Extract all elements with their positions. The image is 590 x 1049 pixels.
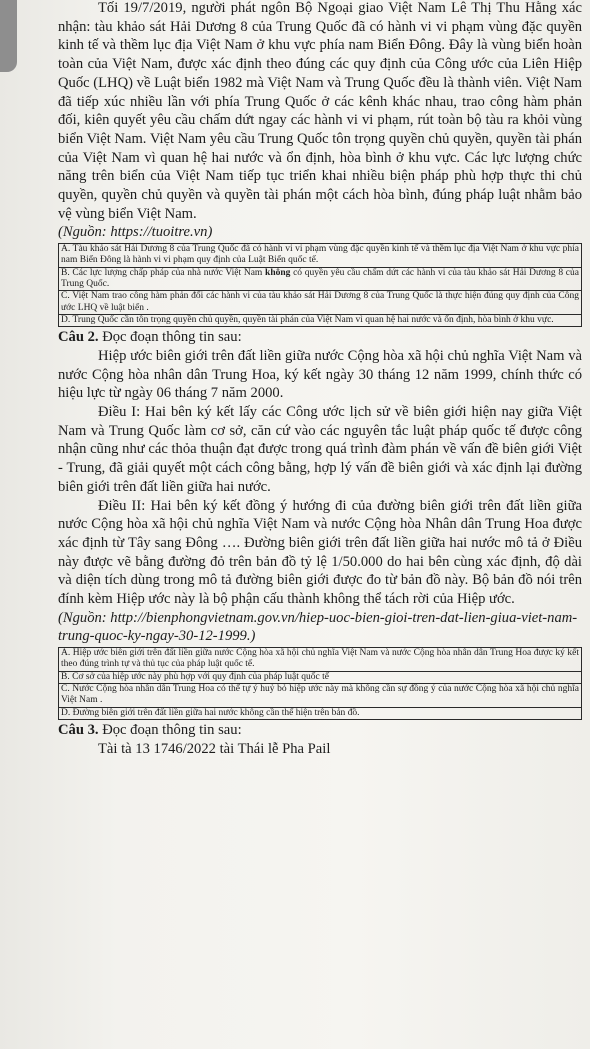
option-c: C. Nước Cộng hòa nhân dân Trung Hoa có thể tự ý huỷ bỏ hiệp ước này mà không cần sự đồng ý của nước Cộng hòa xã hội chủ nghĩa Việt Nam . [59,684,582,708]
option-a: A. Hiệp ước biên giới trên đất liền giữa nước Cộng hòa xã hội chủ nghĩa Việt Nam và nước Cộng hòa nhân dân Trung Hoa được ký kết theo đúng trình tự và thủ tục của pháp luật quốc tế. [59,648,582,672]
table-row [59,314,582,326]
table-row [59,648,582,672]
option-b-text-start: B. Các lực lượng chấp pháp của nhà nước Việt Nam [61,267,266,278]
source-label: (Nguồn: [58,224,107,241]
side-tab-handle[interactable] [0,0,17,72]
option-b-bold-word: không [265,267,291,278]
option-b: B. Cơ sở của hiệp ước này phù hợp với quy định của pháp luật quốc tế [59,671,582,683]
table-row [59,244,582,268]
passage-1-source [58,223,582,242]
question-2-options-table [58,647,582,720]
option-d: D. Đường biên giới trên đất liền giữa hai nước không cần thể hiện trên bản đồ. [59,707,582,719]
question-3-instruction: Đọc đoạn thông tin sau: [98,721,242,738]
option-c: C. Việt Nam trao công hàm phản đối các hành vi của tàu khảo sát Hải Dương 8 của Trung Quốc là thực hiện đúng quy định của Công ước LHQ về luật biển . [59,291,582,315]
question-2-paragraph-3: Điều II: Hai bên ký kết đồng ý hướng đi của đường biên giới trên đất liền giữa nước Cộng hòa xã hội chủ nghĩa Việt Nam và nước Cộng hòa Nhân dân Trung Hoa được xác định từ Tây sang Đông …. Đường biên giới trên đất liền giữa hai nước mô tả ở Điều này được vẽ bằng đường đỏ trên bản đồ tỷ lệ 1/50.000 do hai bên cùng xác định, độ dài và diện tích dùng trong mô tả đường biên giới được đo từ bản đồ này. Bộ bản đồ nói trên đính kèm Hiệp ước này là bộ phận cấu thành không thể tách rời của Hiệp ước. [58,497,582,608]
table-row [59,267,582,291]
source-url: https://tuoitre.vn) [110,224,213,241]
option-b [59,267,582,291]
question-2-source: (Nguồn: http://bienphongvietnam.gov.vn/hiep-uoc-bien-gioi-tren-dat-lien-giua-viet-nam-trung-quoc-ky-ngay-30-12-1999.) [58,609,578,645]
question-2-instruction: Đọc đoạn thông tin sau: [98,329,242,346]
passage-1-text: Tối 19/7/2019, người phát ngôn Bộ Ngoại giao Việt Nam Lê Thị Thu Hằng xác nhận: tàu khảo sát Hải Dương 8 của Trung Quốc đã có hành vi vi phạm vùng đặc quyền kinh tế và thềm lục địa Việt Nam ở khu vực phía nam Biển Đông. Đây là vùng biển hoàn toàn của Việt Nam, được xác định theo đúng các quy định của Công ước của Liên Hiệp Quốc (LHQ) về Luật biển 1982 mà Việt Nam và Trung Quốc đều là thành viên. Việt Nam đã tiếp xúc nhiều lần với phía Trung Quốc ở các kênh khác nhau, trao công hàm phản đối, kiên quyết yêu cầu chấm dứt ngay các hành vi vi phạm, rút toàn bộ tàu ra khỏi vùng biển Việt Nam. Việt Nam yêu cầu Trung Quốc tôn trọng quyền chủ quyền, quyền tài phán của Việt Nam vì quan hệ hai nước và ổn định, hòa bình ở khu vực. Các lực lượng chức năng trên biển của Việt Nam tiếp tục triển khai nhiều biện pháp phù hợp thực thi chủ quyền, quyền chủ quyền và quyền tài phán một cách hòa bình, đúng pháp luật nhằm bảo vệ vùng biển Việt Nam. [58,0,582,222]
option-b-text-end: có quyền yêu cầu chấm dứt các hành vi của tàu khảo sát Hải Dương 8 của Trung Quốc. [61,267,579,290]
question-3-heading [58,721,582,740]
table-row [59,684,582,708]
table-row [59,671,582,683]
question-1-options-table [58,243,582,327]
table-row [59,291,582,315]
question-2-label: Câu 2. [58,329,99,346]
question-2-paragraph-1: Hiệp ước biên giới trên đất liền giữa nước Cộng hòa xã hội chủ nghĩa Việt Nam và nước Cộng hòa nhân dân Trung Hoa, ký kết ngày 30 tháng 12 năm 1999, chính thức có hiệu lực từ ngày 06 tháng 7 năm 2000. [58,347,582,402]
question-3-cut-off-line: Tài tà 13 1746/2022 tài Thái lễ Pha Pail [98,740,331,757]
question-3-label: Câu 3. [58,721,99,738]
option-d: D. Trung Quốc cần tôn trọng quyền chủ quyền, quyền tài phán của Việt Nam vì quan hệ hai nước và ổn định, hòa bình ở khu vực. [59,314,582,326]
question-2-heading [58,328,582,347]
option-a: A. Tàu khảo sát Hải Dương 8 của Trung Quốc đã có hành vi vi phạm vùng đặc quyền kinh tế và thềm lục địa Việt Nam ở khu vực phía nam Biển Đông là hành vi vi phạm quy định của Luật Biển quốc tế. [59,244,582,268]
table-row [59,707,582,719]
document-content [58,0,582,757]
question-2-paragraph-2: Điều I: Hai bên ký kết lấy các Công ước lịch sử về biên giới hiện nay giữa Việt Nam và Trung Quốc làm cơ sở, căn cứ vào các nguyên tắc luật pháp quốc tế được công nhận cũng như các thỏa thuận đạt được trong quá trình đàm phán về vấn đề biên giới Việt - Trung, đã giải quyết một cách công bằng, hợp lý vấn đề biên giới và xác định lại đường biên giới trên đất liền giữa hai nước. [58,404,582,495]
